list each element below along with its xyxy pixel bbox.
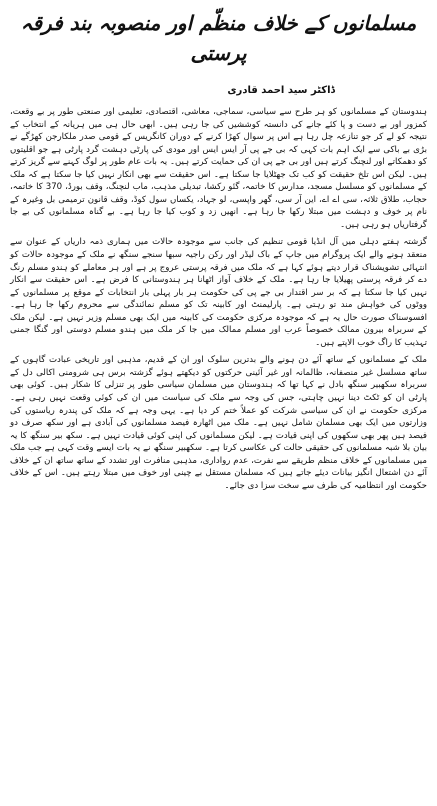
article-headline: مسلمانوں کے خلاف منظّم اور منصوبہ بند فرقہ پرستی bbox=[20, 11, 417, 65]
article-paragraph: گزشتہ ہفتے دہلی میں آل انڈیا قومی تنظیم کی جانب سے موجودہ حالات میں ہماری ذمہ داریاں کے عنوان سے منعقد ہونے والے ایک پروگرام میں جاپ کے باک لیڈر اور رکن راجیہ سبھا سنجے سنگھ نے ملک کے موجودہ حالات کو انتہائی تشویشناک قرار دیتے ہوئے کہا ہے کہ ملک میں فرقہ پرستی عروج پر ہے اور ہر معاملے کو ہندو مسلم رنگ دے کر فرقہ پرستی پھیلایا جا رہا ہے۔ ملک کے خلاف آواز اٹھانا ہر ہندوستانی کا فرض ہے۔ اس حقیقت سے انکار نہیں کیا جا سکتا ہے کہ بر سر اقتدار بی جے پی کی حکومت ہر بار پہلی بار انتخابات کے موقع پر مسلمانوں کے ووٹوں کی خواہش مند تو رہتی ہے۔ پارلیمنٹ اور کابینہ تک کو مسلم نمائندگی سے محروم رکھا جا رہا ہے۔ افسوسناک صورت حال یہ ہے کہ موجودہ مرکزی حکومت کی کابینہ میں ایک بھی مسلم وزیر نہیں ہے۔ لیکن ملک کے سربراہ بیرون ممالک خصوصاً عرب اور مسلم ممالک میں جا کر ملک میں ہندو مسلم دوستی اور گنگا جمنی تہذیب کا راگ خوب الاپتے ہیں۔ bbox=[10, 237, 427, 348]
article-paragraph: ملک کے مسلمانوں کے ساتھ آئے دن ہونے والے بدترین سلوک اور ان کے قدیم، مذہبی اور تاریخی عبادت گاہوں کے ساتھ مسلسل غیر منصفانہ، ظالمانہ اور غیر آئینی حرکتوں کو دیکھتے ہوئے گزشتہ برس ہی شرومنی اکالی دل کے سربراہ سکھبیر سنگھ بادل نے کہا تھا کہ ہندوستان میں مسلمان سیاسی طور پر تنزلی کا شکار ہیں۔ کوئی بھی پارٹی ان کو ٹکٹ دینا نہیں چاہتی، جس کی وجہ سے ملک کی سیاست میں ان کی کوئی وقعت نہیں رہی ہے۔ مرکزی حکومت نے ان کی سیاسی شرکت کو عملاً ختم کر دیا ہے۔ یہی وجہ ہے کہ ملک کی پندرہ ریاستوں کی وزارتوں میں ایک بھی مسلمان شامل نہیں ہے۔ ملک میں اٹھارہ فیصد مسلمانوں کی آبادی ہے اور سکھ صرف دو فیصد ہیں پھر بھی سکھوں کی اپنی قیادت ہے۔ لیکن مسلمانوں کی اپنی کوئی قیادت نہیں ہے۔ سکھ بیر سنگھ کا یہ بیان بلا شبہ مسلمانوں کی حقیقی حالت کی عکاسی کرتا ہے۔ سکھبیر سنگھ نے یہ بات ایسے وقت کہی ہے جب ملک میں مسلمانوں کے خلاف منظم طریقے سے نفرت، عدم رواداری، مذہبی منافرت اور تشدد کے ساتھ ساتھ ان کے خلاف آئے دن اشتعال انگیز بیانات دیئے جاتے ہیں کہ مسلمان مستقل بے چینی اور خوف میں مبتلا رہتے ہیں۔ اس کے خلاف حکومت اور انتظامیہ کی طرف سے سخت سزا دی جائے۔ bbox=[10, 355, 427, 491]
article-byline: ڈاکٹر سید احمد قادری bbox=[227, 85, 335, 96]
article-paragraph: ہندوستان کے مسلمانوں کو ہر طرح سے سیاسی، سماجی، معاشی، اقتصادی، تعلیمی اور صنعتی طور پر بے وقعت، کمزور اور بے دست و پا کئے جانے کی دانستہ کوششیں کی جا رہی ہیں۔ ابھی حال ہی میں ہریانہ کے انتخاب کے نتیجہ کو لے کر جو تنازعہ چل رہا ہے اس پر سوال کھڑا کرنے کے دوران کانگریس کے قومی صدر ملکارجن کھڑگے نے بڑی بے باکی سے ایک اہم بات کہی کہ بی جے پی آر ایس ایس اور مودی کی پارٹی دہشت گرد پارٹی ہے جو اقلیتوں کو دھمکاتے اور لنچنگ کرتے ہیں اور بی جے پی ان کی حمایت کرتے ہیں۔ یہ بات عام طور پر لوگ کہنے سے گریز کرتے ہیں۔ لیکن اس تلخ حقیقت کو کب تک جھٹلایا جا سکتا ہے۔ اس حقیقت سے بھی انکار نہیں کیا جا سکتا ہے کہ ملک کے مسلمانوں کو مسلسل مسجد، مدارس کا خاتمہ، گئو رکشا، تبدیلی مذہب، ماب لنچنگ، وقف بورڈ، 370 کا خاتمہ، حجاب، طلاق ثلاثہ، سی اے اے، این آر سی، گھر واپسی، لو جہاد، یکساں سول کوڈ، وقف قانون ترمیمی بل وغیرہ کے نام پر خوف و دہشت میں مبتلا رکھا جا رہا ہے۔ انھیں زد و کوب کیا جا رہا ہے۔ بے گناہ مسلمانوں کی بے جا گرفتاریاں ہو رہی ہیں۔ bbox=[10, 107, 427, 230]
article-body bbox=[10, 106, 427, 492]
